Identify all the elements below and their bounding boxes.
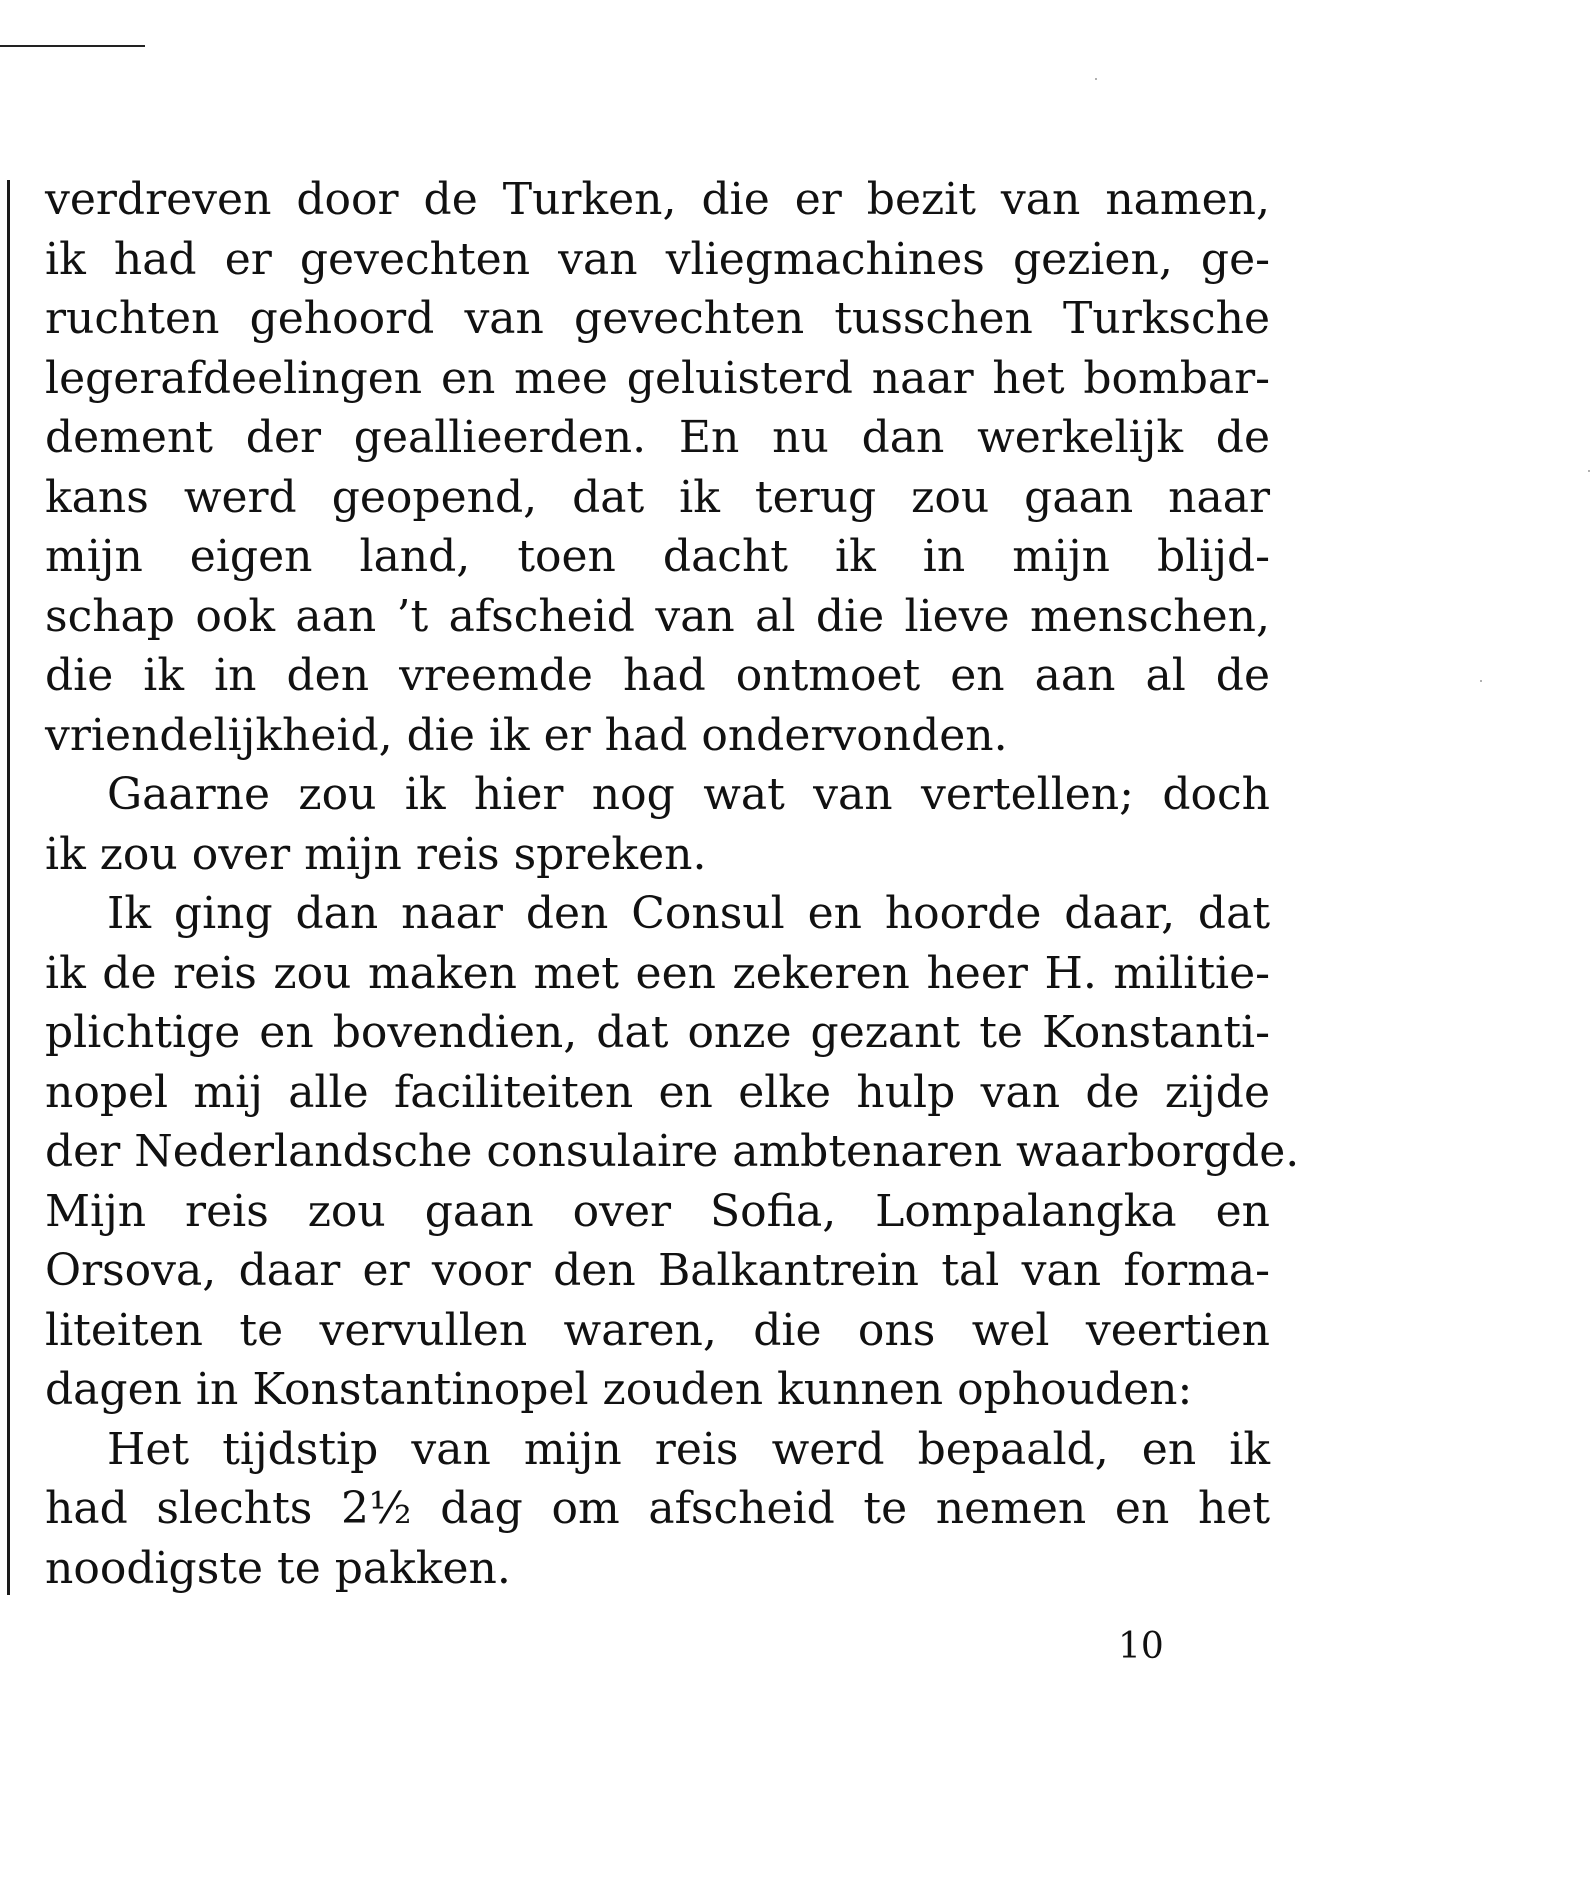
text-line: ik had er gevechten van vliegmachines gezien, ge-	[45, 233, 1270, 285]
text-line: Orsova, daar er voor den Balkantrein tal van forma-	[45, 1245, 1270, 1296]
body-text	[45, 170, 1300, 1598]
text-line: vriendelijkheid, die ik er had ondervonden.	[45, 709, 1008, 761]
text-line: noodigste te pakken.	[45, 1542, 511, 1594]
text-line: schap ook aan ’t afscheid van al die lieve menschen,	[45, 590, 1270, 642]
text-line: liteiten te vervullen waren, die ons wel veertien	[45, 1304, 1270, 1356]
text-line: Ik ging dan naar den Consul en hoorde daar, dat	[107, 888, 1270, 939]
text-line: ik zou over mijn reis spreken.	[45, 828, 707, 880]
text-line: dagen in Konstantinopel zouden kunnen ophouden:	[45, 1364, 1193, 1415]
text-line: die ik in den vreemde had ontmoet en aan al de	[45, 650, 1270, 701]
text-line: Gaarne zou ik hier nog wat van vertellen; doch	[107, 769, 1270, 820]
text-line: Het tijdstip van mijn reis werd bepaald, en ik	[107, 1423, 1270, 1475]
text-line: verdreven door de Turken, die er bezit van namen,	[45, 174, 1270, 225]
text-line: der Nederlandsche consulaire ambtenaren waarborgde.	[45, 1126, 1300, 1177]
text-line: mijn eigen land, toen dacht ik in mijn blijd-	[45, 531, 1270, 582]
top-rule	[0, 45, 145, 47]
text-line: ruchten gehoord van gevechten tusschen Turksche	[45, 293, 1270, 344]
text-line: legerafdeelingen en mee geluisterd naar het bombar-	[45, 352, 1270, 404]
text-line: ik de reis zou maken met een zekeren heer H. militie-	[45, 947, 1270, 999]
page-number: 10	[1118, 1626, 1164, 1667]
text-line: dement der geallieerden. En nu dan werkelijk de	[45, 412, 1270, 463]
text-line: had slechts 2½ dag om afscheid te nemen en het	[45, 1483, 1270, 1534]
speck	[1095, 78, 1097, 80]
text-line: kans werd geopend, dat ik terug zou gaan naar	[45, 471, 1270, 523]
speck	[1480, 680, 1482, 682]
speck	[1588, 470, 1590, 472]
text-line: Mijn reis zou gaan over Sofia, Lompalangka en	[45, 1185, 1270, 1237]
text-line: plichtige en bovendien, dat onze gezant te Konstanti-	[45, 1007, 1270, 1058]
margin-rule	[7, 180, 10, 1595]
text-line: nopel mij alle faciliteiten en elke hulp van de zijde	[45, 1066, 1270, 1118]
